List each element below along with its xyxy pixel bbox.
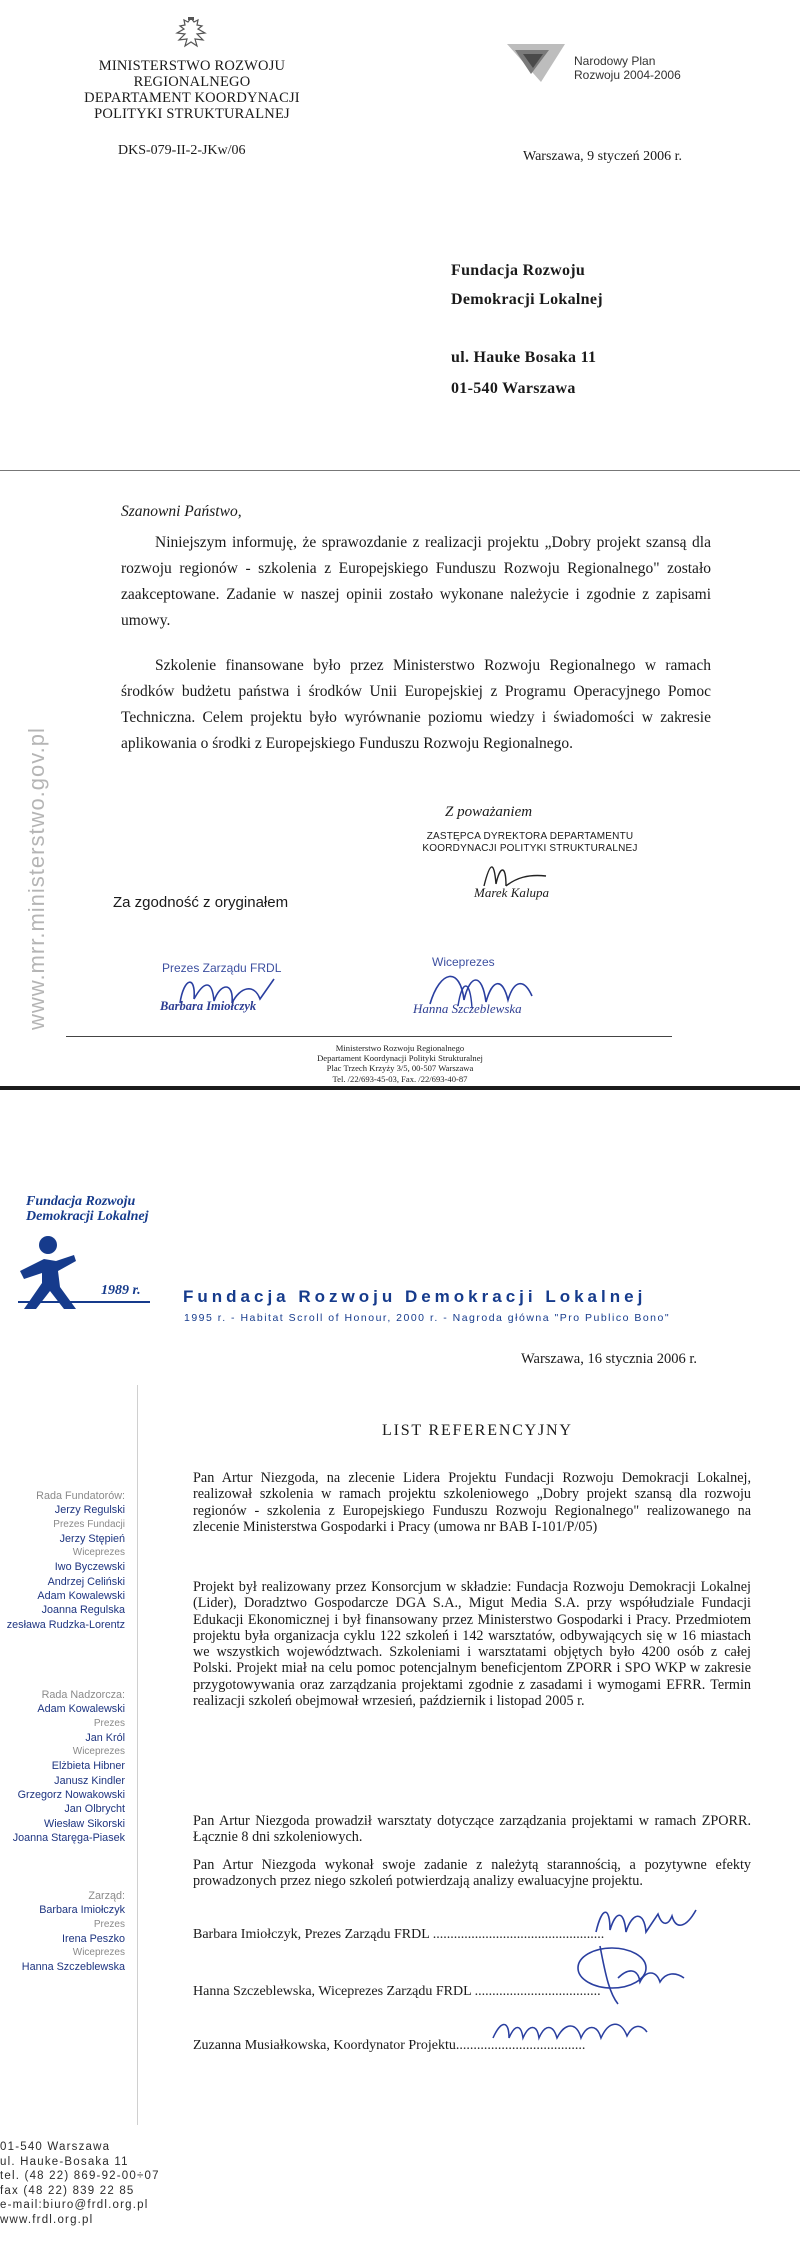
certified-note: Za zgodność z oryginałem xyxy=(113,894,289,911)
salutation: Szanowni Państwo, xyxy=(121,503,242,520)
board-member: Jan Olbrycht xyxy=(64,1803,125,1816)
logo-line: Fundacja Rozwoju xyxy=(26,1194,136,1209)
board-member: Irena Peszko xyxy=(61,1932,125,1945)
frdl-figure-icon xyxy=(14,1231,86,1311)
watermark-url xyxy=(4,650,49,1030)
board-role: Wiceprezes xyxy=(72,1746,125,1758)
frdl-founding-year: 1989 r. xyxy=(101,1283,141,1298)
board-role: Wiceprezes xyxy=(72,1947,125,1959)
board-member: Hanna Szczeblewska xyxy=(21,1961,125,1974)
letter-date: Warszawa, 16 stycznia 2006 r. xyxy=(521,1351,697,1367)
board-role: Prezes xyxy=(93,1717,125,1729)
board-member: zesława Rudzka-Lorentz xyxy=(6,1618,125,1631)
frdl-address xyxy=(0,2140,160,2228)
signature-mark xyxy=(487,2014,652,2050)
board-member: Jerzy Regulski xyxy=(54,1504,125,1517)
board-role: Wiceprezes xyxy=(72,1547,125,1559)
board-heading: Rada Fundatorów: xyxy=(36,1490,125,1502)
address-line: tel. (48 22) 869-92-00÷07 xyxy=(0,2170,160,2183)
footer-line: Tel. /22/693-45-03, Fax. /22/693-40-87 xyxy=(332,1073,468,1084)
board-member: Adam Kowalewski xyxy=(37,1590,125,1603)
ministry-line: MINISTERSTWO ROZWOJU xyxy=(98,58,286,74)
board-member: Grzegorz Nowakowski xyxy=(17,1789,125,1802)
recipient-line: Fundacja Rozwoju xyxy=(451,262,586,279)
body-paragraph: Pan Artur Niezgoda wykonał swoje zadanie z należytą starannością, a pozytywne efekty prowadzonych przez niego szkoleń potwierdzają analizy ewaluacyjne projektu. xyxy=(193,1857,751,1890)
letter-date: Warszawa, 9 styczeń 2006 r. xyxy=(523,149,683,164)
address-line: fax (48 22) 839 22 85 xyxy=(0,2184,135,2197)
signature-mark xyxy=(592,1902,702,1942)
board-founders xyxy=(7,1489,125,1632)
board-member: Andrzej Celiński xyxy=(47,1575,125,1588)
signature-line: Zuzanna Musiałkowska, Koordynator Projektu..................................... xyxy=(193,2038,586,2053)
polish-eagle-emblem xyxy=(168,14,214,58)
body-paragraph: Szkolenie finansowane było przez Ministerstwo Rozwoju Regionalnego w ramach środków budżetu państwa i środków Unii Europejskiej z Programu Operacyjnego Pomoc Techniczna. Celem projektu było wyrównanie poziomu wiedzy i świadomości w zakresie aplikowania o środki z Europejskiego Funduszu Rozwoju Regionalnego. xyxy=(121,657,711,752)
address-line: ul. Hauke-Bosaka 11 xyxy=(0,2155,129,2168)
npr-logo-icon xyxy=(505,40,567,84)
org-awards: 1995 r. - Habitat Scroll of Honour, 2000 r. - Nagroda główna "Pro Publico Bono" xyxy=(184,1312,671,1324)
board-member: Janusz Kindler xyxy=(54,1774,125,1787)
board-heading: Zarząd: xyxy=(88,1890,125,1902)
official-stamp xyxy=(420,831,640,855)
recipient-line: 01-540 Warszawa xyxy=(451,380,576,397)
logo-underline xyxy=(18,1301,150,1303)
npr-line: Narodowy Plan xyxy=(574,54,656,68)
address-line: e-mail:biuro@frdl.org.pl xyxy=(0,2199,149,2212)
board-supervisory xyxy=(13,1688,125,1845)
signature-line: Hanna Szczeblewska, Wiceprezes Zarządu FRDL .................................... xyxy=(193,1984,601,1999)
body-paragraph: Projekt był realizowany przez Konsorcjum w składzie: Fundacja Rozwoju Demokracji Lokalnej (Lider), Doradztwo Gospodarcze DGA S.A., Migut Media S.A. przy współudziale Fundacji Edukacji Ekonomicznej i był finansowany przez Ministerstwo Gospodarki i Pracy. Przedmiotem projektu była organizacja cyklu 122 szkoleń i 142 warsztatów, odbywających się w 16 miastach we wszystkich województwach. Szkoleniami i warsztatami objętych było 4200 osób z całej Polski. Projekt miał na celu pomoc potencjalnym beneficjentom ZPORR i SPO WKP w zakresie przygotowywania oraz zarządzania projektami zgodnie z zasadami i wymogami EFRR. Termin realizacji szkoleń obejmował wrzesień, październik i listopad 2005 r. xyxy=(193,1579,751,1710)
ministry-name xyxy=(74,58,310,122)
board-member: Adam Kowalewski xyxy=(37,1703,125,1716)
closing: Z poważaniem xyxy=(445,804,533,820)
footer-line: Plac Trzech Krzyży 3/5, 00-507 Warszawa xyxy=(326,1063,474,1074)
board-member: Jerzy Stępień xyxy=(59,1532,125,1545)
stamp-line: ZASTĘPCA DYREKTORA DEPARTAMENTU xyxy=(426,831,634,842)
prezes-name: Barbara Imiołczyk xyxy=(160,999,257,1013)
frdl-logo-text xyxy=(26,1194,149,1224)
logo-line: Demokracji Lokalnej xyxy=(26,1209,149,1224)
prezes-title: Prezes Zarządu FRDL xyxy=(162,961,282,975)
ministry-line: POLITYKI STRUKTURALNEJ xyxy=(94,106,290,122)
board-member: Joanna Staręga-Piasek xyxy=(12,1831,125,1844)
wiceprezes-title: Wiceprezes xyxy=(432,955,495,969)
npr-label xyxy=(574,54,681,82)
reference-number: DKS-079-II-2-JKw/06 xyxy=(118,143,246,158)
watermark-text: www.mrr.ministerstwo.gov.pl xyxy=(24,727,49,1030)
body-paragraph: Niniejszym informuję, że sprawozdanie z realizacji projektu „Dobry projekt szansą dla rozwoju regionów - szkolenia z Europejskiego Funduszu Rozwoju Regionalnego" zostało zaakceptowane. Zadanie w naszej opinii zostało wykonane należycie i zgodnie z zapisami umowy. xyxy=(121,534,711,629)
board-member: Elżbieta Hibner xyxy=(51,1760,125,1773)
signature-mark xyxy=(560,1938,690,2008)
footer-divider xyxy=(66,1036,672,1037)
wiceprezes-name: Hanna Szczeblewska xyxy=(413,1001,522,1016)
board-role: Prezes xyxy=(93,1918,125,1930)
npr-line: Rozwoju 2004-2006 xyxy=(574,68,681,82)
board-member: Barbara Imiołczyk xyxy=(39,1904,125,1917)
ministry-line: REGIONALNEGO xyxy=(133,74,251,90)
reference-letter-page xyxy=(0,1090,800,2254)
body-paragraph: Pan Artur Niezgoda, na zlecenie Lidera Projektu Fundacji Rozwoju Demokracji Lokalnej, realizował szkolenia w ramach projektu szkoleniowego „Dobry projekt szansą dla rozwoju regionów - szkolenia z Europejskiego Funduszu Rozwoju Regionalnego" realizowanego na zlecenie Ministerstwa Gospodarki i Pracy (umowa nr BAB I-101/P/05) xyxy=(193,1470,751,1535)
stamp-line: KOORDYNACJI POLITYKI STRUKTURALNEJ xyxy=(422,843,638,854)
document-heading: LIST REFERENCYJNY xyxy=(382,1422,573,1439)
address-line: www.frdl.org.pl xyxy=(0,2213,94,2226)
board-member: Wiesław Sikorski xyxy=(44,1817,125,1830)
board-member: Iwo Byczewski xyxy=(54,1561,125,1574)
footer-line: Ministerstwo Rozwoju Regionalnego xyxy=(335,1043,465,1053)
ministry-line: DEPARTAMENT KOORDYNACJI xyxy=(84,90,300,106)
board-role: Prezes Fundacji xyxy=(53,1518,125,1530)
board-member: Joanna Regulska xyxy=(41,1604,125,1617)
footer-line: Departament Koordynacji Polityki Strukturalnej xyxy=(317,1053,483,1064)
recipient-line: Demokracji Lokalnej xyxy=(451,291,603,308)
signer-name: Marek Kalupa xyxy=(474,885,549,900)
board-member: Jan Król xyxy=(85,1731,125,1744)
board-management xyxy=(22,1889,125,1975)
ministry-footer xyxy=(200,1043,600,1084)
org-title: Fundacja Rozwoju Demokracji Lokalnej xyxy=(183,1287,647,1306)
sidebar-divider xyxy=(137,1385,138,2125)
signature-line: Barbara Imiołczyk, Prezes Zarządu FRDL ................................................. xyxy=(193,1927,605,1942)
scan-divider xyxy=(0,470,800,471)
board-heading: Rada Nadzorcza: xyxy=(41,1689,125,1701)
body-paragraph: Pan Artur Niezgoda prowadził warsztaty dotyczące zarządzania projektami w ramach ZPORR. Łącznie 8 dni szkoleniowych. xyxy=(193,1813,751,1846)
ministry-letter-page xyxy=(0,0,800,1086)
address-line: 01-540 Warszawa xyxy=(0,2141,111,2153)
recipient-line: ul. Hauke Bosaka 11 xyxy=(451,349,597,366)
